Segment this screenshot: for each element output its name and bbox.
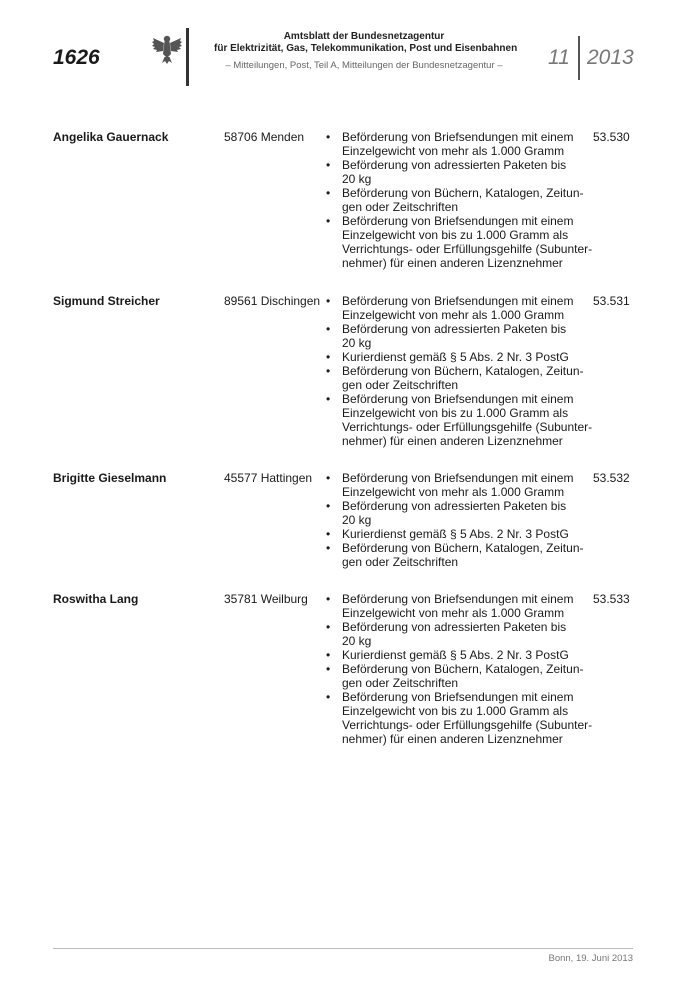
service-item <box>324 527 594 541</box>
service-line: • Beförderung von Briefsendungen mit einem <box>342 294 574 308</box>
service-item <box>324 350 594 364</box>
service-line: • Beförderung von Büchern, Katalogen, Zeitun- <box>342 364 584 378</box>
licensee-name: Roswitha Lang <box>53 592 139 606</box>
license-number: 53.531 <box>593 294 630 308</box>
masthead-title-line1: Amtsblatt der Bundesnetzagentur <box>283 31 445 42</box>
header-divider <box>186 28 189 86</box>
service-line: gen oder Zeitschriften <box>342 200 459 214</box>
service-line: • Beförderung von Briefsendungen mit einem <box>342 690 574 704</box>
service-list <box>324 294 594 448</box>
service-line: • Beförderung von Büchern, Katalogen, Zeitun- <box>342 662 584 676</box>
service-line: • Kurierdienst gemäß § 5 Abs. 2 Nr. 3 PostG <box>342 648 569 662</box>
service-line: nehmer) für einen anderen Lizenznehmer <box>342 434 563 448</box>
service-item <box>324 392 594 448</box>
service-line: Einzelgewicht von bis zu 1.000 Gramm als <box>342 228 569 242</box>
service-line: • Beförderung von adressierten Paketen bis <box>342 499 567 513</box>
service-item <box>324 592 594 620</box>
service-item <box>324 662 594 690</box>
service-line: Einzelgewicht von mehr als 1.000 Gramm <box>342 308 565 322</box>
service-line: • Beförderung von adressierten Paketen bis <box>342 158 567 172</box>
service-line: gen oder Zeitschriften <box>342 378 459 392</box>
service-item <box>324 541 594 569</box>
service-line: • Kurierdienst gemäß § 5 Abs. 2 Nr. 3 PostG <box>342 350 569 364</box>
licensee-place: 89561 Dischingen <box>224 294 321 308</box>
issue-divider <box>578 36 580 80</box>
service-item <box>324 648 594 662</box>
service-line: Verrichtungs- oder Erfüllungsgehilfe (Subunter- <box>342 718 593 732</box>
licensee-place: 35781 Weilburg <box>224 592 308 606</box>
service-item <box>324 186 594 214</box>
service-item <box>324 294 594 322</box>
service-line: nehmer) für einen anderen Lizenznehmer <box>342 256 563 270</box>
service-item <box>324 322 594 350</box>
service-item <box>324 214 594 270</box>
service-item <box>324 364 594 392</box>
footer-place-date: Bonn, 19. Juni 2013 <box>548 953 633 964</box>
service-line: gen oder Zeitschriften <box>342 676 459 690</box>
service-line: 20 kg <box>342 634 372 648</box>
service-line: • Beförderung von Briefsendungen mit einem <box>342 214 574 228</box>
licensee-place: 45577 Hattingen <box>224 471 313 485</box>
page-number: 1626 <box>53 46 100 69</box>
service-line: Verrichtungs- oder Erfüllungsgehilfe (Subunter- <box>342 420 593 434</box>
masthead <box>214 31 518 71</box>
service-line: • Beförderung von Büchern, Katalogen, Zeitun- <box>342 186 584 200</box>
service-line: 20 kg <box>342 336 372 350</box>
federal-eagle-icon <box>150 32 184 66</box>
service-list <box>324 592 594 746</box>
licensee-name: Angelika Gauernack <box>53 130 169 144</box>
masthead-title-line2: für Elektrizität, Gas, Telekommunikation, Post und Eisenbahnen <box>214 43 518 54</box>
service-list <box>324 471 594 569</box>
service-line: Verrichtungs- oder Erfüllungsgehilfe (Subunter- <box>342 242 593 256</box>
issue-year: 2013 <box>587 46 634 69</box>
service-line: • Beförderung von Büchern, Katalogen, Zeitun- <box>342 541 584 555</box>
service-line: • Beförderung von Briefsendungen mit einem <box>342 592 574 606</box>
service-line: • Kurierdienst gemäß § 5 Abs. 2 Nr. 3 PostG <box>342 527 569 541</box>
service-line: Einzelgewicht von mehr als 1.000 Gramm <box>342 485 565 499</box>
service-item <box>324 130 594 158</box>
service-line: • Beförderung von Briefsendungen mit einem <box>342 471 574 485</box>
service-line: 20 kg <box>342 172 372 186</box>
licensee-name: Sigmund Streicher <box>53 294 160 308</box>
service-line: Einzelgewicht von bis zu 1.000 Gramm als <box>342 704 569 718</box>
licensee-place: 58706 Menden <box>224 130 305 144</box>
service-line: Einzelgewicht von bis zu 1.000 Gramm als <box>342 406 569 420</box>
service-line: • Beförderung von adressierten Paketen bis <box>342 620 567 634</box>
service-line: nehmer) für einen anderen Lizenznehmer <box>342 732 563 746</box>
license-number: 53.533 <box>593 592 630 606</box>
service-item <box>324 499 594 527</box>
service-line: Einzelgewicht von mehr als 1.000 Gramm <box>342 606 565 620</box>
license-number: 53.530 <box>593 130 630 144</box>
service-item <box>324 471 594 499</box>
service-line: gen oder Zeitschriften <box>342 555 459 569</box>
service-item <box>324 690 594 746</box>
license-number: 53.532 <box>593 471 630 485</box>
issue-number: 11 <box>548 46 570 69</box>
service-item <box>324 158 594 186</box>
service-line: • Beförderung von adressierten Paketen bis <box>342 322 567 336</box>
service-list <box>324 130 594 270</box>
service-line: • Beförderung von Briefsendungen mit einem <box>342 392 574 406</box>
masthead-subtitle: – Mitteilungen, Post, Teil A, Mitteilungen der Bundesnetzagentur – <box>225 60 503 71</box>
service-item <box>324 620 594 648</box>
service-line: 20 kg <box>342 513 372 527</box>
footer-divider <box>53 948 633 949</box>
service-line: Einzelgewicht von mehr als 1.000 Gramm <box>342 144 565 158</box>
service-line: • Beförderung von Briefsendungen mit einem <box>342 130 574 144</box>
licensee-name: Brigitte Gieselmann <box>53 471 167 485</box>
